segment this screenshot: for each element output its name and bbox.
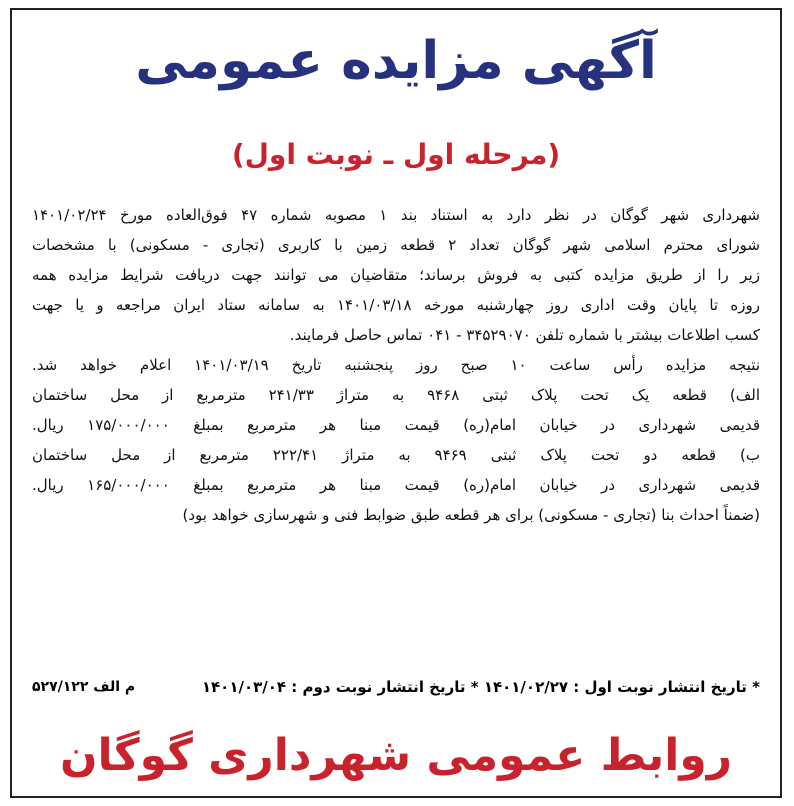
notice-footer: روابط عمومی شهرداری گوگان [59,730,733,781]
body-line: شورای محترم اسلامی شهر گوگان تعداد ۲ قطعه زمین با کاربری (تجاری - مسکونی) با مشخصات [32,236,760,254]
body-line: شهرداری شهر گوگان در نظر دارد به استناد بند ۱ مصوبه شماره ۴۷ فوق‌العاده مورخ ۱۴۰۱/۰۲/۲۴ [32,206,760,224]
body-line: ب) قطعه دو تحت پلاک ثبتی ۹۴۶۹ به متراژ ۲۲۲/۴۱ مترمربع از محل ساختمان [32,446,760,464]
body-line: کسب اطلاعات بیشتر با شماره تلفن ۳۴۵۲۹۰۷۰ - ۰۴۱ تماس حاصل فرمایند. [289,326,760,344]
notice-frame [10,8,782,798]
body-line: نتیجه مزایده رأس ساعت ۱۰ صبح روز پنجشنبه تاریخ ۱۴۰۱/۰۳/۱۹ اعلام خواهد شد. [32,356,760,374]
notice-body [32,200,760,530]
publication-row [32,674,760,700]
body-line: (ضمناً احداث بنا (تجاری - مسکونی) برای هر قطعه طبق ضوابط فنی و شهرسازی خواهد بود) [182,506,760,524]
notice-title: آگهی مزایده عمومی [135,31,657,91]
notice-subtitle: (مرحله اول ـ نوبت اول) [231,138,561,171]
reference-number: م الف ۵۲۷/۱۲۲ [32,679,136,695]
publication-dates: * تاریخ انتشار نوبت اول : ۱۴۰۱/۰۲/۲۷ * تاریخ انتشار نوبت دوم : ۱۴۰۱/۰۳/۰۴ [201,678,760,696]
body-line: زیر را از طریق مزایده کتبی به فروش برساند؛ متقاضیان می توانند جهت دریافت شرایط مزایده همه [32,266,760,284]
body-line: قدیمی شهرداری در خیابان امام(ره) قیمت مبنا هر مترمربع بمبلغ ۱۶۵/۰۰۰/۰۰۰ ریال. [32,476,760,494]
body-line: قدیمی شهرداری در خیابان امام(ره) قیمت مبنا هر مترمربع بمبلغ ۱۷۵/۰۰۰/۰۰۰ ریال. [32,416,760,434]
body-line: روزه تا پایان وقت اداری روز چهارشنبه مورخه ۱۴۰۱/۰۳/۱۸ به سامانه ستاد ایران مراجعه و یا جهت [32,296,760,314]
body-line: الف) قطعه یک تحت پلاک ثبتی ۹۴۶۸ به متراژ ۲۴۱/۳۳ مترمربع از محل ساختمان [32,386,760,404]
